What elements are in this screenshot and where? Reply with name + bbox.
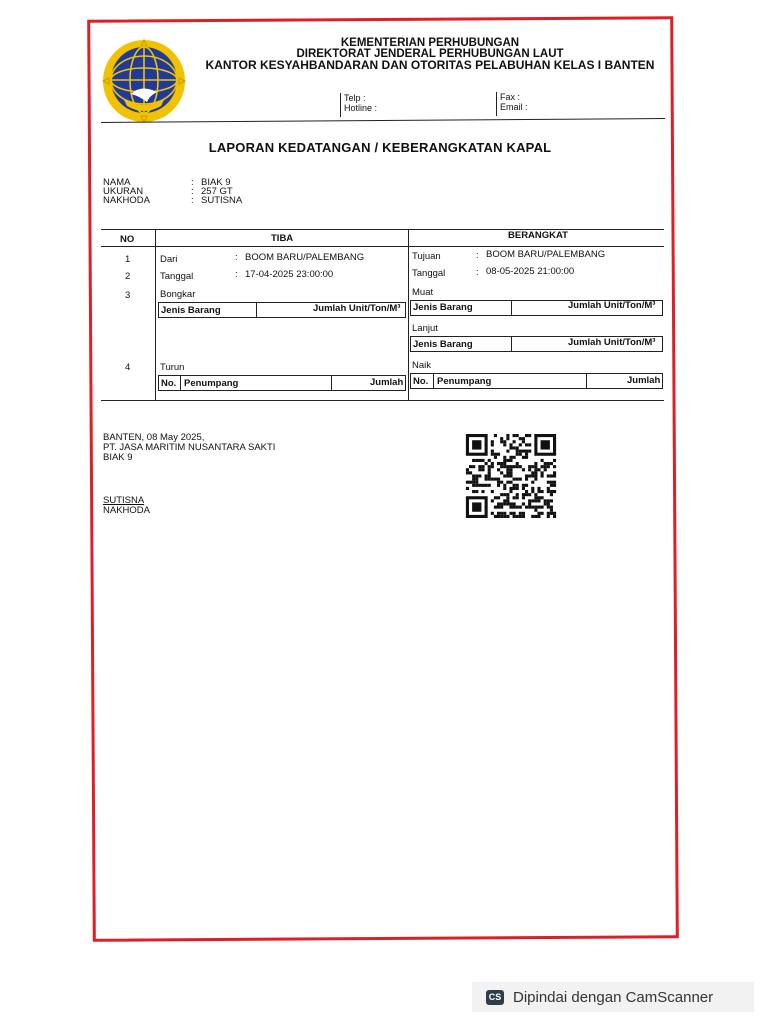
camscanner-logo-icon: CS xyxy=(486,990,504,1005)
turun-no-header: No. xyxy=(161,378,177,389)
nakhoda-value: SUTISNA xyxy=(201,195,243,206)
ministry-logo xyxy=(101,38,187,124)
tiba-tanggal-label: Tanggal xyxy=(160,271,194,282)
berangkat-tanggal-sep: : xyxy=(476,267,479,278)
qr-code xyxy=(465,434,557,518)
row-number: 1 xyxy=(125,254,131,265)
header-line-1: KEMENTERIAN PERHUBUNGAN xyxy=(340,37,520,49)
naik-divider-2 xyxy=(586,373,587,389)
separator: : xyxy=(191,195,194,206)
berangkat-tanggal-label: Tanggal xyxy=(412,268,446,279)
turun-divider-1 xyxy=(180,375,181,391)
turun-label: Turun xyxy=(160,362,185,373)
col-no-header: NO xyxy=(120,234,135,245)
muat-jumlah-unit: Jumlah Unit/Ton/M³ xyxy=(568,300,656,311)
dari-value-sep: : xyxy=(235,252,238,263)
tujuan-value: BOOM BARU/PALEMBANG xyxy=(486,249,606,260)
tiba-tanggal-value: 17-04-2025 23:00:00 xyxy=(245,269,334,280)
signature-block xyxy=(103,433,275,463)
hotline-label: Hotline : xyxy=(344,103,378,113)
row-number: 3 xyxy=(125,290,131,301)
table-col-divider-mid xyxy=(408,229,409,400)
bongkar-goods-divider xyxy=(256,302,257,318)
turun-penumpang-header: Penumpang xyxy=(184,378,239,389)
separator: : xyxy=(191,186,194,197)
bongkar-label: Bongkar xyxy=(160,289,196,300)
lanjut-jumlah-unit: Jumlah Unit/Ton/M³ xyxy=(568,337,656,348)
ukuran-value: 257 GT xyxy=(201,186,233,197)
ship-info xyxy=(103,178,242,205)
contact-phone-block xyxy=(340,93,377,117)
naik-jumlah-header: Jumlah xyxy=(627,375,661,386)
muat-goods-divider xyxy=(511,300,512,316)
bongkar-jumlah-unit: Jumlah Unit/Ton/M³ xyxy=(313,303,401,314)
muat-jenis-barang: Jenis Barang xyxy=(413,302,473,313)
place-date: BANTEN, 08 May 2025, xyxy=(103,432,205,443)
page-title: LAPORAN KEDATANGAN / KEBERANGKATAN KAPAL xyxy=(208,140,552,155)
row-number: 4 xyxy=(125,362,131,373)
nama-value: BIAK 9 xyxy=(201,177,231,188)
lanjut-goods-divider xyxy=(511,336,512,352)
col-tiba-header: TIBA xyxy=(271,233,294,244)
lanjut-label: Lanjut xyxy=(412,323,438,334)
naik-penumpang-header: Penumpang xyxy=(437,376,492,387)
table-top-line xyxy=(101,229,664,230)
fax-label: Fax : xyxy=(500,92,521,102)
table-bottom-line xyxy=(101,400,664,401)
dari-label: Dari xyxy=(160,254,178,265)
tujuan-sep: : xyxy=(476,250,479,261)
camscanner-watermark xyxy=(472,982,754,1012)
berangkat-tanggal-value: 08-05-2025 21:00:00 xyxy=(486,266,575,277)
office-header xyxy=(200,38,660,71)
naik-no-header: No. xyxy=(413,376,429,387)
nama-label: NAMA xyxy=(103,177,131,188)
company-name: PT. JASA MARITIM NUSANTARA SAKTI xyxy=(103,442,276,453)
signer-role: NAKHODA xyxy=(103,505,150,516)
camscanner-label: Dipindai dengan CamScanner xyxy=(513,988,714,1006)
dari-value: BOOM BARU/PALEMBANG xyxy=(245,252,365,263)
row-number: 2 xyxy=(125,271,131,282)
nakhoda-label: NAKHODA xyxy=(103,195,150,206)
turun-jumlah-header: Jumlah xyxy=(370,377,404,388)
lanjut-jenis-barang: Jenis Barang xyxy=(413,339,473,350)
signer-block xyxy=(103,496,150,516)
telp-label: Telp : xyxy=(344,93,366,103)
ukuran-label: UKURAN xyxy=(103,186,144,197)
tiba-tanggal-sep: : xyxy=(235,269,238,280)
muat-label: Muat xyxy=(412,287,434,298)
separator: : xyxy=(191,177,194,188)
bongkar-jenis-barang: Jenis Barang xyxy=(161,305,221,316)
header-line-3: KANTOR KESYAHBANDARAN DAN OTORITAS PELABUHAN KELAS I BANTEN xyxy=(205,58,655,72)
naik-label: Naik xyxy=(412,360,432,371)
email-label: Email : xyxy=(500,102,528,112)
tujuan-label: Tujuan xyxy=(412,251,441,262)
signer-name: SUTISNA xyxy=(103,495,145,506)
turun-divider-2 xyxy=(331,375,332,391)
naik-divider-1 xyxy=(433,373,434,389)
footer-ship-name: BIAK 9 xyxy=(103,452,133,463)
page-border xyxy=(87,16,679,942)
col-berangkat-header: BERANGKAT xyxy=(508,230,568,241)
table-header-line xyxy=(101,246,664,247)
table-col-divider-no xyxy=(155,229,156,400)
header-line-2: DIREKTORAT JENDERAL PERHUBUNGAN LAUT xyxy=(296,48,564,60)
contact-fax-block xyxy=(496,92,528,116)
